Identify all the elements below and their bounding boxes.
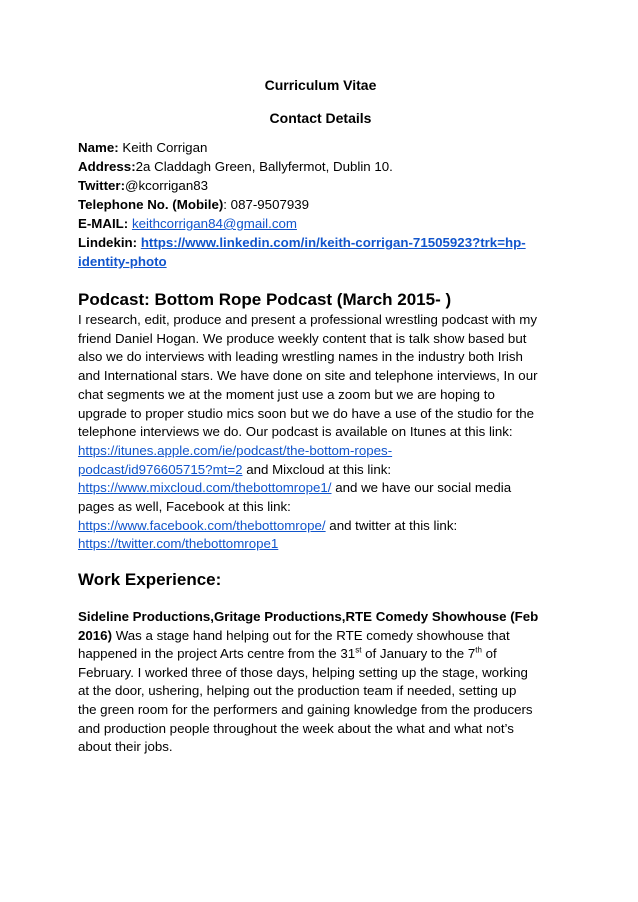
facebook-link[interactable]: https://www.facebook.com/thebottomrope/: [78, 517, 326, 533]
job-description-line: at the door, ushering, helping out the production team if needed, setting up: [78, 683, 517, 699]
contact-phone-row: [78, 195, 563, 214]
job-description-line: February. I worked three of those days, helping setting up the stage, working: [78, 664, 528, 680]
job-title-continued: 2016): [78, 627, 113, 643]
podcast-line: also we do interviews with leading wrestling names in the industry both Irish: [78, 349, 523, 365]
contact-linkedin-row: [78, 233, 563, 271]
phone-value: : 087-9507939: [223, 197, 310, 212]
contact-address-row: [78, 157, 563, 176]
contact-twitter-row: [78, 176, 563, 195]
job-description-dates: happened in the project Arts centre from the 31: [78, 646, 356, 662]
email-label: E-MAIL:: [78, 216, 129, 231]
name-label: Name:: [78, 140, 119, 155]
phone-label: Telephone No. (Mobile): [78, 197, 224, 212]
job-description-dates: of January to the 7: [361, 646, 476, 662]
section-title-contact: Contact Details: [269, 110, 372, 126]
itunes-link[interactable]: https://itunes.apple.com/ie/podcast/the-bottom-ropes-: [78, 442, 393, 458]
twitter-value: @kcorrigan83: [125, 178, 209, 193]
twitter-label: Twitter:: [78, 178, 126, 193]
name-value: Keith Corrigan: [122, 140, 208, 155]
contact-details: [78, 138, 563, 271]
job-description-line: about their jobs.: [78, 739, 173, 755]
facebook-intro-text: pages as well, Facebook at this link:: [78, 499, 291, 515]
podcast-line: friend Daniel Hogan. We produce weekly content that is talk show based but: [78, 330, 527, 346]
address-value: 2a Claddagh Green, Ballyfermot, Dublin 10.: [135, 159, 393, 174]
mixcloud-intro-text: and Mixcloud at this link:: [242, 461, 392, 477]
contact-email-row: [78, 214, 563, 233]
job-description-line: the green room for the performers and gaining knowledge from the producers: [78, 701, 533, 717]
podcast-line: telephone interviews we do. Our podcast is available on Itunes at this link:: [78, 424, 513, 440]
address-label: Address:: [78, 159, 136, 174]
email-link[interactable]: keithcorrigan84@gmail.com: [131, 216, 297, 231]
twitter-intro-text: and twitter at this link:: [325, 517, 458, 533]
document-title: Curriculum Vitae: [264, 77, 377, 93]
job-title: Sideline Productions,Gritage Productions,RTE Comedy Showhouse (Feb: [78, 609, 539, 624]
itunes-link-continued[interactable]: podcast/id976605715?mt=2: [78, 461, 243, 477]
podcast-description: [78, 311, 563, 554]
linkedin-link-continued[interactable]: identity-photo: [78, 254, 167, 269]
podcast-heading: Podcast: Bottom Rope Podcast (March 2015- ): [78, 290, 452, 309]
work-experience-entry: [78, 608, 563, 757]
job-description-line: and production people throughout the week about the what and what not’s: [78, 720, 514, 736]
linkedin-link[interactable]: https://www.linkedin.com/in/keith-corrigan-71505923?trk=hp-: [140, 235, 526, 250]
mixcloud-link[interactable]: https://www.mixcloud.com/thebottomrope1/: [78, 480, 332, 496]
job-description-dates: of: [481, 646, 497, 662]
ordinal-suffix: th: [475, 645, 482, 655]
job-description: Was a stage hand helping out for the RTE comedy showhouse that: [112, 627, 510, 643]
linkedin-label: Lindekin:: [78, 235, 138, 250]
work-experience-heading: Work Experience:: [78, 570, 222, 589]
contact-name-row: [78, 138, 563, 157]
podcast-line: chat segments we at the moment just use a zoom but we are hoping to: [78, 386, 495, 402]
twitter-link[interactable]: https://twitter.com/thebottomrope1: [78, 536, 279, 552]
social-media-text: and we have our social media: [331, 480, 512, 496]
ordinal-suffix: st: [355, 645, 362, 655]
podcast-line: upgrade to proper studio mics soon but we do have a use of the studio for the: [78, 405, 535, 421]
podcast-line: and International stars. We have done on site and telephone interviews, In our: [78, 368, 538, 384]
podcast-line: I research, edit, produce and present a professional wrestling podcast with my: [78, 312, 537, 327]
